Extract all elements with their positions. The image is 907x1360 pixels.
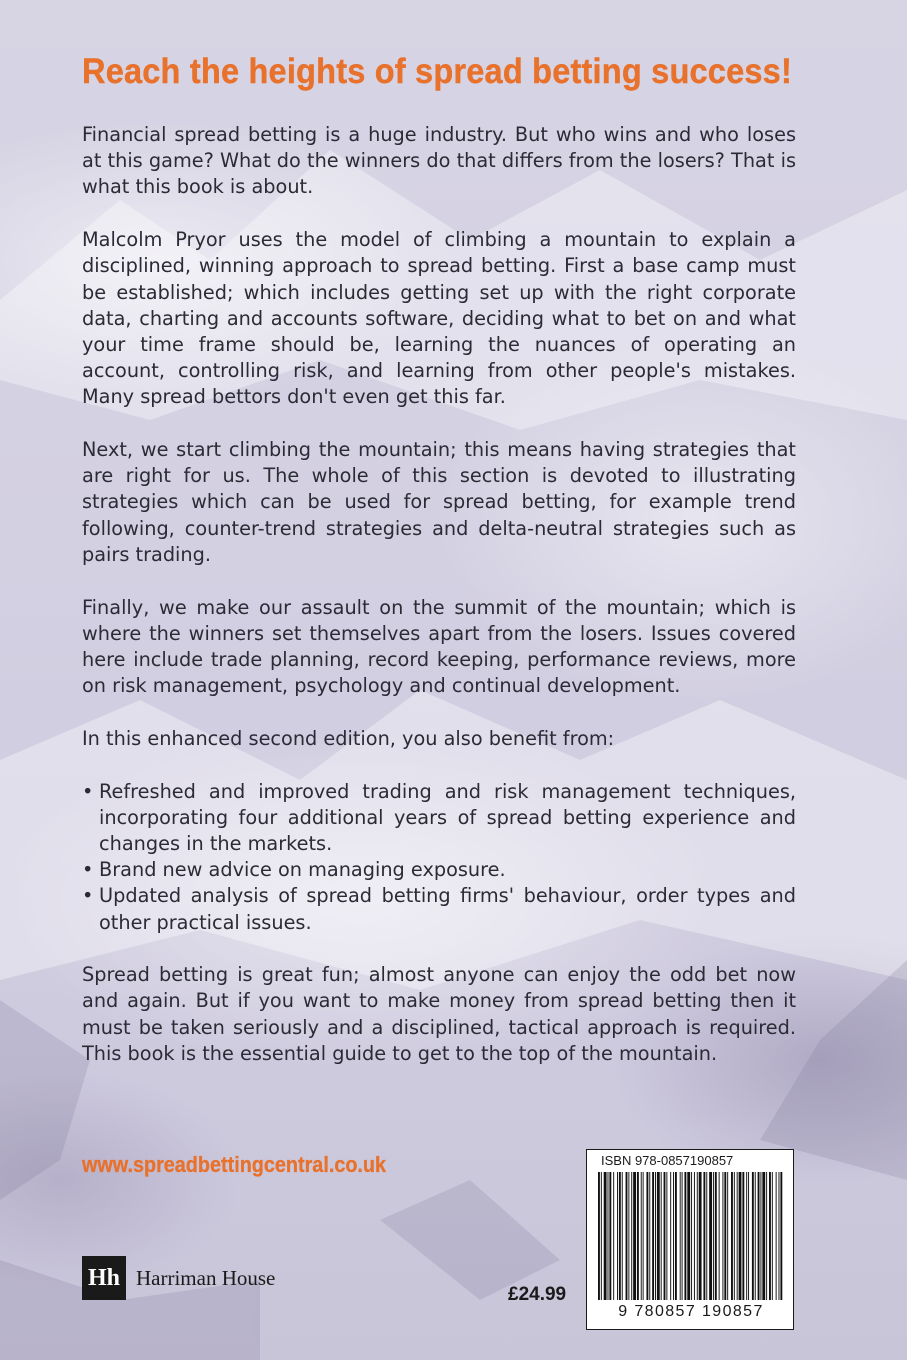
barcode-bar: [643, 1172, 644, 1300]
list-item-text: Brand new advice on managing exposure.: [99, 858, 506, 882]
barcode-bar: [776, 1172, 777, 1300]
isbn-label: ISBN 978-0857190857: [601, 1153, 734, 1168]
barcode-bar: [652, 1172, 654, 1300]
list-item-text: Refreshed and improved trading and risk management techniques, incorporating four additional years of spread betting experience and changes in the markets.: [99, 779, 796, 855]
paragraph-summit: Finally, we make our assault on the summit of the mountain; which is where the winners set themselves apart from the losers. Issues covered here include trade planning, record keeping, performance reviews, more on risk management, psychology and continual development.: [82, 595, 796, 698]
barcode-digits: 9 780857 190857: [618, 1303, 764, 1320]
barcode-bar: [670, 1172, 671, 1300]
barcode-bar: [649, 1172, 650, 1300]
barcode-bar: [641, 1172, 642, 1300]
barcode-bar: [631, 1172, 632, 1300]
barcode-bar: [727, 1172, 728, 1300]
barcode-bar: [724, 1172, 726, 1300]
barcode-bar: [766, 1172, 767, 1300]
barcode-bar: [739, 1172, 742, 1300]
barcode-bar: [608, 1172, 609, 1300]
barcode-bar: [626, 1172, 628, 1300]
barcode-bar: [703, 1172, 705, 1300]
barcode-bar: [769, 1172, 771, 1300]
paragraph-base-camp: Malcolm Pryor uses the model of climbing a mountain to explain a disciplined, winning approach to spread betting. First a base camp must be established; which includes getting set up with the right corporate data, charting and accounts software, deciding what to bet on and what your time frame should be, learning the nuances of operating an account, controlling risk, and learning from other people's mistakes. Many spread bettors don't even get this far.: [82, 228, 796, 409]
barcode-bar: [697, 1172, 698, 1300]
barcode-bar: [613, 1172, 614, 1300]
barcode-bar: [709, 1172, 712, 1300]
barcode-bar: [779, 1172, 780, 1300]
benefits-list: [82, 779, 796, 936]
barcode-bar: [601, 1172, 602, 1300]
list-item: [82, 857, 796, 883]
barcode-bar: [737, 1172, 738, 1300]
barcode-bar: [694, 1172, 695, 1300]
bullet-icon: •: [82, 779, 94, 803]
publisher-logo-icon: Hh: [82, 1256, 126, 1300]
barcode-bar: [664, 1172, 666, 1300]
publisher-imprint: [82, 1256, 275, 1300]
barcode-bar: [780, 1172, 782, 1300]
barcode-bar: [684, 1172, 686, 1300]
barcode-bar: [637, 1172, 639, 1300]
barcode-bar: [633, 1172, 636, 1300]
barcode-bar: [760, 1172, 761, 1300]
barcode-bar: [706, 1172, 707, 1300]
barcode-bar: [752, 1172, 754, 1300]
barcode-bar: [619, 1172, 621, 1300]
barcode-bar: [628, 1172, 629, 1300]
barcode-bar: [673, 1172, 674, 1300]
paragraph-climbing: Next, we start climbing the mountain; this means having strategies that are right for us. The whole of this section is devoted to illustrating strategies which can be used for spread betting, for example trend following, counter-trend strategies and delta-neutral strategies such as pairs trading.: [82, 438, 796, 566]
bullet-icon: •: [82, 884, 94, 908]
bullet-icon: •: [82, 858, 94, 882]
list-item-text: Updated analysis of spread betting firms' behaviour, order types and other practical issues.: [99, 884, 796, 934]
barcode-bar: [675, 1172, 677, 1300]
barcode-bar: [713, 1172, 714, 1300]
barcode-bar: [604, 1172, 607, 1300]
paragraph-intro: Financial spread betting is a huge industry. But who wins and who loses at this game? What do the winners do that differs from the losers? That is what this book is about.: [82, 123, 796, 199]
list-item: [82, 883, 796, 935]
blurb-body: [82, 122, 796, 1067]
barcode-bar: [609, 1172, 611, 1300]
barcode-bar: [622, 1172, 623, 1300]
barcode-bar: [655, 1172, 656, 1300]
barcode-bar: [748, 1172, 749, 1300]
barcode-bar: [687, 1172, 690, 1300]
barcode-bar: [682, 1172, 683, 1300]
barcode-bar: [742, 1172, 744, 1300]
barcode-bar: [731, 1172, 733, 1300]
barcode-bar: [719, 1172, 720, 1300]
isbn-barcode-box: [586, 1149, 794, 1330]
barcode-bar: [746, 1172, 747, 1300]
barcode-bar: [646, 1172, 648, 1300]
barcode-bar: [755, 1172, 756, 1300]
barcode-bar: [598, 1172, 600, 1300]
barcode-bar: [680, 1172, 681, 1300]
barcode-bar: [715, 1172, 717, 1300]
publisher-name: Harriman House: [136, 1265, 276, 1290]
headline: Reach the heights of spread betting success!: [82, 52, 792, 91]
barcode-bar: [699, 1172, 702, 1300]
barcode-bar: [758, 1172, 760, 1300]
price-label: £24.99: [508, 1284, 567, 1305]
paragraph-closing: Spread betting is great fun; almost anyone can enjoy the odd bet now and again. But if you want to make money from spread betting then it must be taken seriously and a disciplined, tactical approach is required. This book is the essential guide to get to the top of the mountain.: [82, 963, 796, 1065]
barcode-bar: [657, 1172, 660, 1300]
list-item: [82, 779, 796, 858]
barcode-bar: [734, 1172, 735, 1300]
barcode-bar: [722, 1172, 723, 1300]
barcode-bar: [617, 1172, 618, 1300]
barcode-bar: [691, 1172, 692, 1300]
website-link[interactable]: www.spreadbettingcentral.co.uk: [82, 1152, 387, 1177]
barcode-icon: [596, 1172, 786, 1302]
paragraph-second-edition: In this enhanced second edition, you also benefit from:: [82, 726, 615, 750]
barcode-bar: [661, 1172, 662, 1300]
barcode-bar: [666, 1172, 667, 1300]
barcode-bar: [762, 1172, 765, 1300]
barcode-bar: [772, 1172, 773, 1300]
